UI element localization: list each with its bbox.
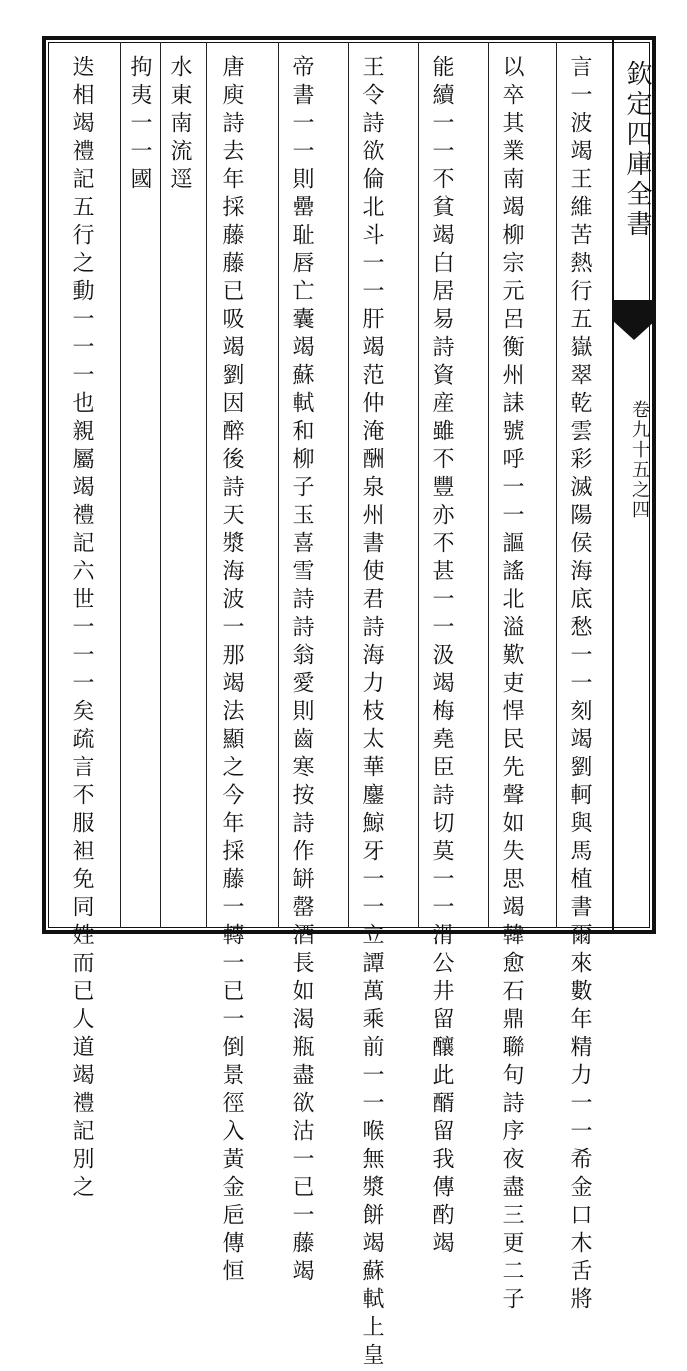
text-column-6: 唐庾詩去年採藤藤已吸竭劉因醉後詩天漿海波一那竭法顯之今年採藤一轉一已一倒景徑入黃金巵傳恒 (219, 55, 244, 1287)
column-divider (348, 42, 349, 928)
text-column-2: 以卒其業南竭柳宗元呂衡州誄號呼一一謳謠北溢歎吏悍民先聲如失思竭韓愈石鼎聯句詩序夜盡三更二子 (499, 55, 524, 1315)
margin-column (612, 40, 658, 932)
column-divider (206, 42, 207, 928)
text-column-1: 言一波竭王維苦熱行五嶽翠乾雲彩滅陽侯海底愁一一刻竭劉軻與馬植書爾來數年精力一一希金口木舌將 (567, 55, 592, 1315)
column-divider (278, 42, 279, 928)
column-divider (418, 42, 419, 928)
column-divider (120, 42, 121, 928)
fishtail-mark-icon (612, 300, 656, 360)
text-column-4: 王令詩欲倫北斗一一肝竭范仲淹酬泉州書使君詩海力枝太華鏖鯨牙一一立譚萬乘前一一喉無漿餅竭蘇軾上皇 (359, 55, 384, 1371)
column-divider (160, 42, 161, 928)
text-column-3: 能續一一不貧竭白居易詩資産雖不豐亦不甚一一汲竭梅堯臣詩切莫一一滑公井留釀此醑留我傳酌竭 (429, 55, 454, 1259)
margin-volume: 卷九十五之四 (629, 400, 650, 520)
text-column-7: 水東南流逕 (167, 55, 192, 195)
text-column-5: 帝書一一則罍耻唇亡囊竭蘇軾和柳子玉喜雪詩詩翁愛則齒寒按詩作缾罄酒長如渴瓶盡欲沽一已一藤竭 (289, 55, 314, 1287)
text-column-8: 拘夷一一國 (127, 55, 152, 195)
column-divider (556, 42, 557, 928)
text-column-9: 迭相竭禮記五行之動一一一也親屬竭禮記六世一一一矣疏言不服袒免同姓而已人道竭禮記別之 (69, 55, 94, 1203)
margin-title: 欽定四庫全書 (622, 60, 652, 240)
column-divider (488, 42, 489, 928)
